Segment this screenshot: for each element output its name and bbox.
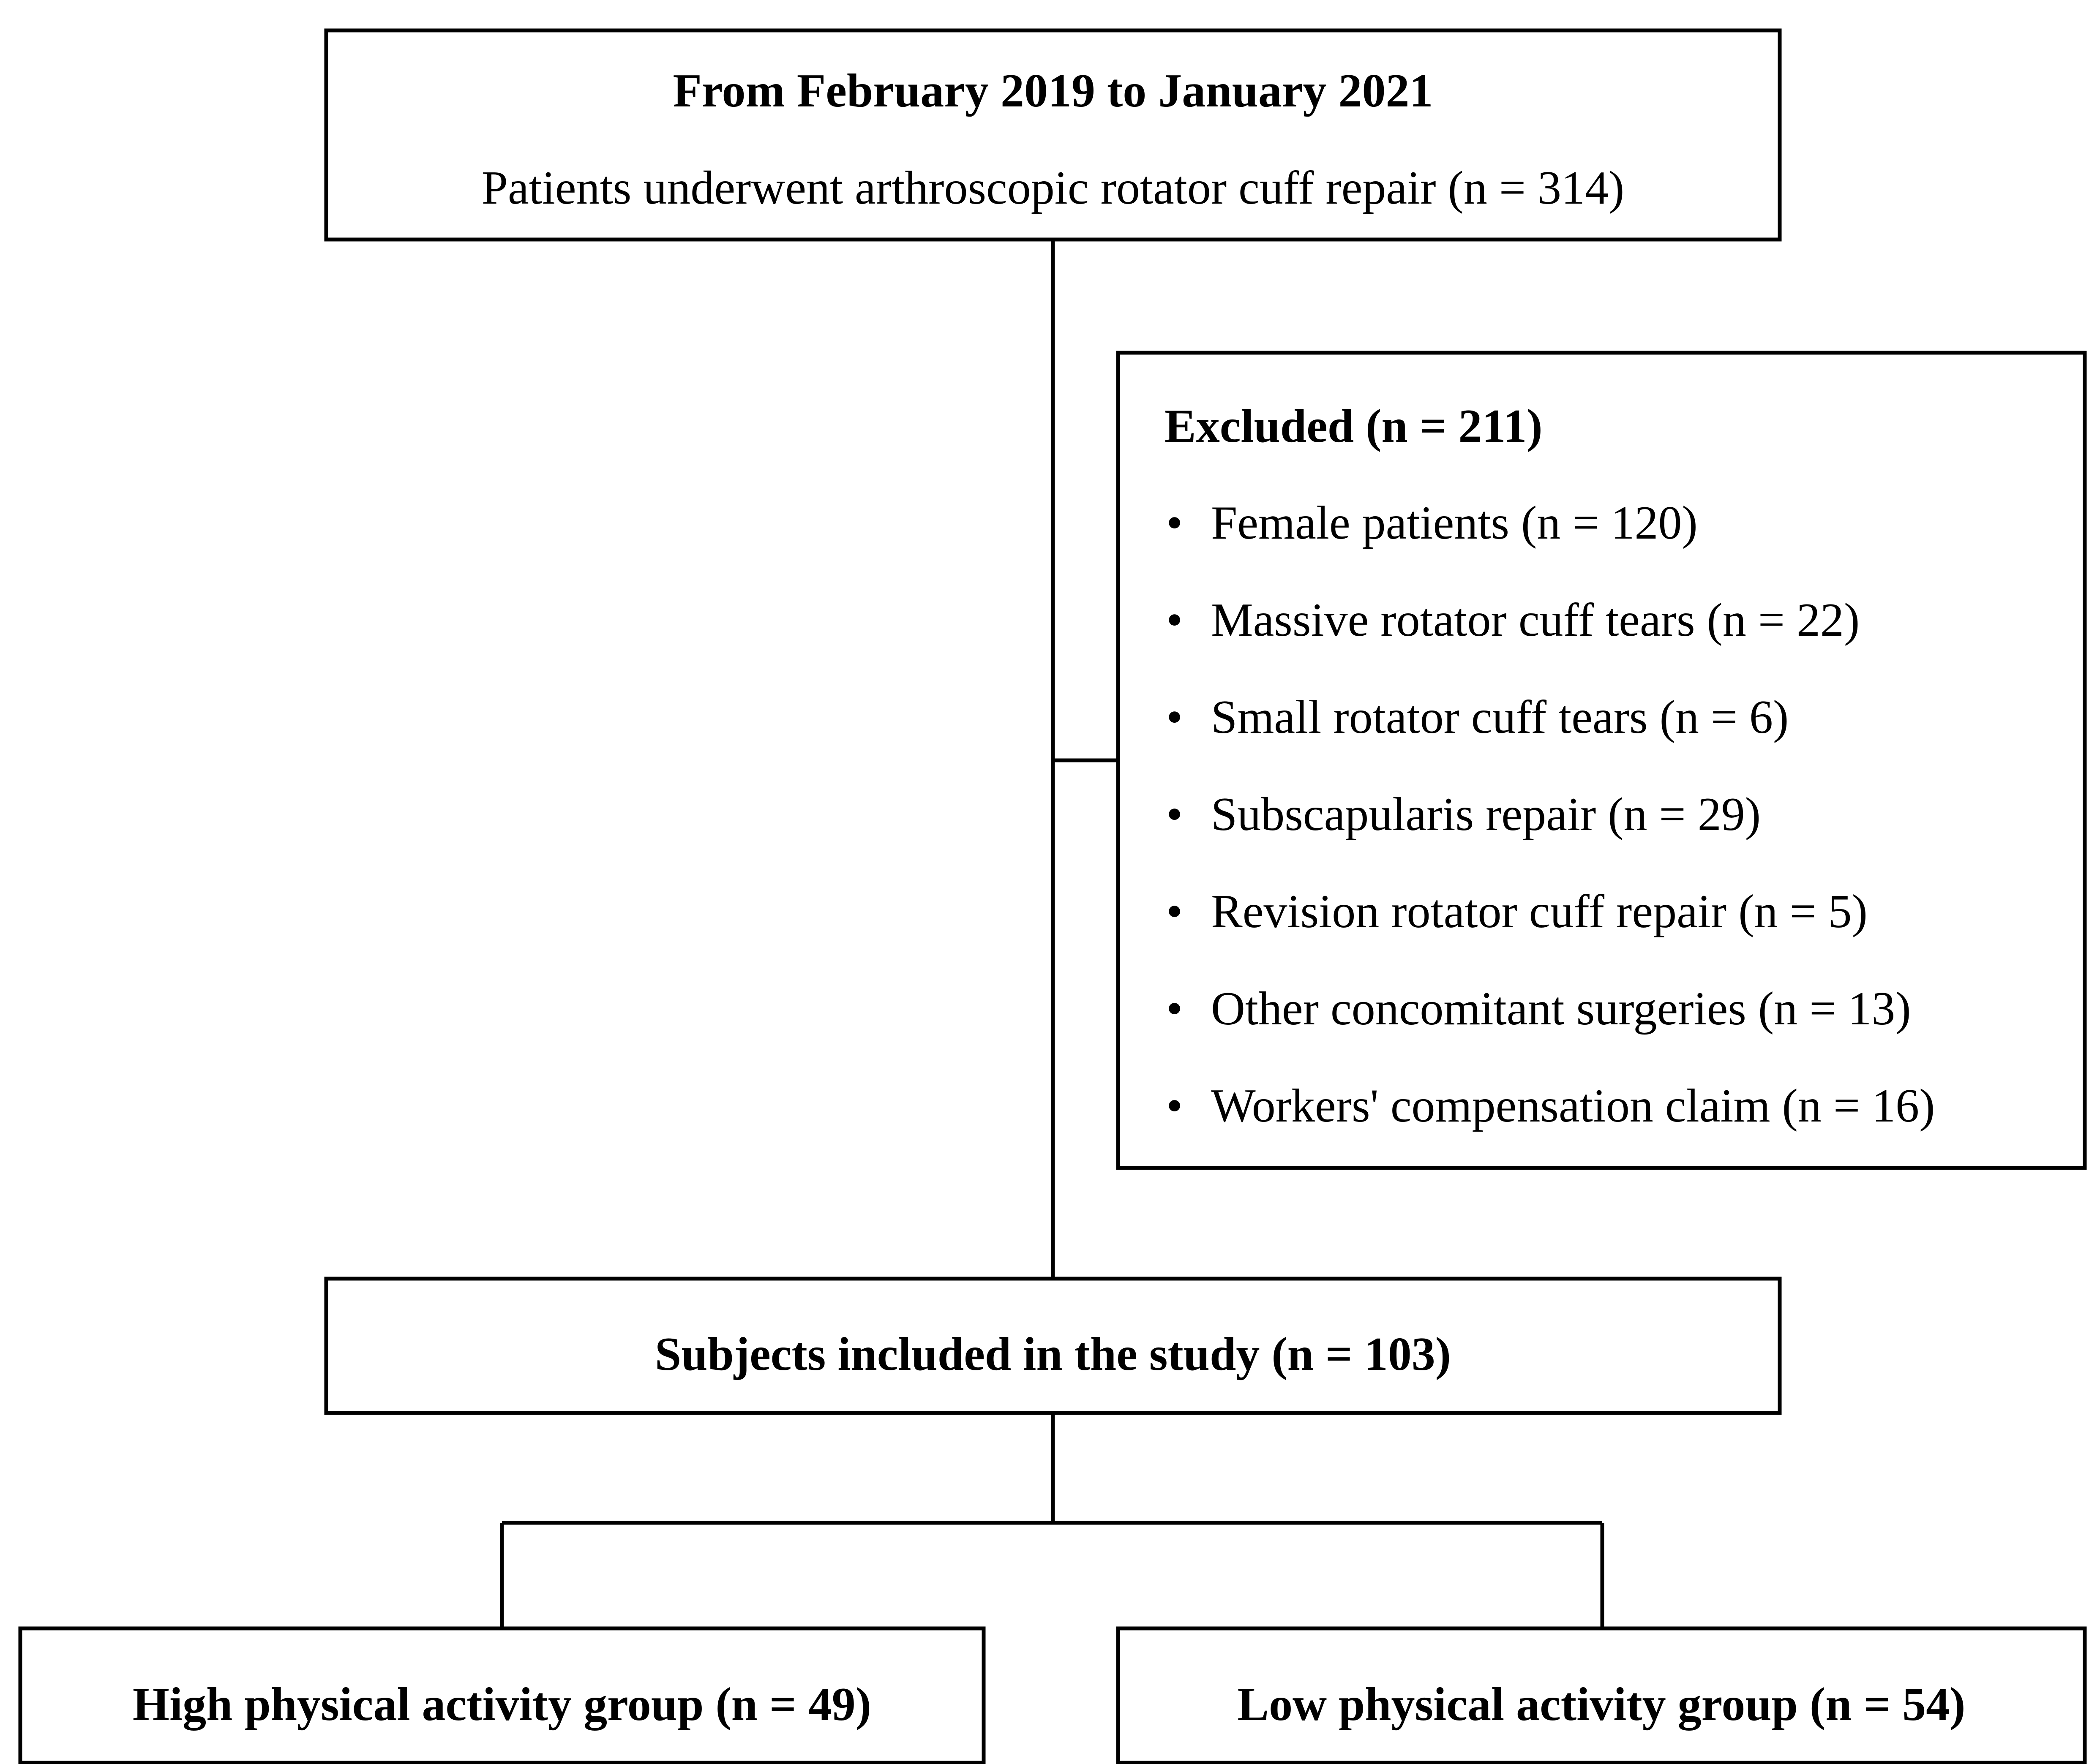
excluded-item: Other concomitant surgeries (n = 13) [1211,983,1911,1035]
low-activity-group-text: Low physical activity group (n = 54) [1237,1678,1966,1731]
bullet-icon: • [1166,1080,1183,1132]
bullet-icon: • [1166,983,1183,1035]
excluded-box [1118,353,2085,1168]
bullet-icon: • [1166,885,1183,938]
high-activity-group-text: High physical activity group (n = 49) [132,1678,872,1731]
excluded-item: Workers' compensation claim (n = 16) [1211,1080,1935,1132]
bullet-icon: • [1166,788,1183,841]
bullet-icon: • [1166,594,1183,646]
included-text: Subjects included in the study (n = 103) [655,1328,1451,1380]
bullet-icon: • [1166,691,1183,743]
bullet-icon: • [1166,497,1183,549]
top-box-title: From February 2019 to January 2021 [673,65,1433,117]
top-box-text: Patients underwent arthroscopic rotator cuff repair (n = 314) [481,162,1625,214]
high-activity-group-box [20,1628,984,1763]
top-box [326,30,1780,240]
excluded-item: Revision rotator cuff repair (n = 5) [1211,885,1868,938]
excluded-item: Female patients (n = 120) [1211,497,1698,549]
excluded-title: Excluded (n = 211) [1164,400,1543,452]
excluded-item: Small rotator cuff tears (n = 6) [1211,691,1789,743]
included-box [326,1279,1780,1413]
low-activity-group-box [1118,1628,2085,1763]
excluded-item: Massive rotator cuff tears (n = 22) [1211,594,1860,646]
excluded-item: Subscapularis repair (n = 29) [1211,788,1761,841]
